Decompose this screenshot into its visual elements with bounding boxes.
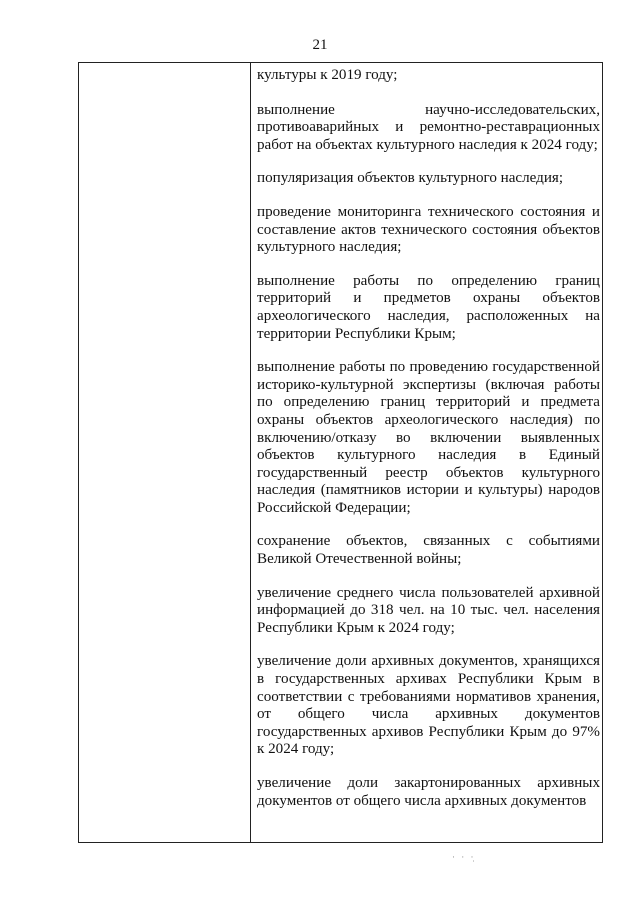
- paragraph-2: выполнение научно-исследовательских, противоаварийных и ремонтно-реставрационных работ на объектах культурного наследия к 2024 году;: [257, 101, 600, 153]
- right-cell: [257, 67, 600, 826]
- paragraph-9: увеличение доли архивных документов, хранящихся в государственных архивах Республики Крым в соответствии с требованиями нормативов хранения, от общего числа архивных документов государственных архивов Республики Крым до 97% к 2024 году;: [257, 653, 600, 758]
- paragraph-10: увеличение доли закартонированных архивных документов от общего числа архивных документов: [257, 775, 600, 809]
- scan-artifact: · · ·̣: [452, 852, 476, 862]
- paragraph-3: популяризация объектов культурного наследия;: [257, 170, 564, 187]
- paragraph-4: проведение мониторинга технического состояния и составление актов технического состояния объектов культурного наследия;: [257, 203, 600, 256]
- paragraph-1: культуры к 2019 году;: [257, 67, 398, 83]
- paragraph-6: выполнение работы по проведению государственной историко-культурной экспертизы (включая работы по определению границ территорий и предмета охраны объектов археологического наследия) по включению/отказу во включении выявленных объектов культурного наследия в Единый государственный реестр объектов культурного наследия (памятников истории и культуры) народов Российской Федерации;: [257, 359, 600, 516]
- paragraph-8: увеличение среднего числа пользователей архивной информацией до 318 чел. на 10 тыс. чел. населения Республики Крым к 2024 году;: [257, 584, 600, 636]
- document-table: [78, 62, 603, 843]
- page-number: 21: [312, 37, 328, 53]
- paragraph-5: выполнение работы по определению границ территорий и предметов охраны объектов археологического наследия, расположенных на территории Республики Крым;: [257, 272, 600, 342]
- paragraph-7: сохранение объектов, связанных с событиями Великой Отечественной войны;: [257, 533, 600, 568]
- column-divider: [250, 63, 251, 842]
